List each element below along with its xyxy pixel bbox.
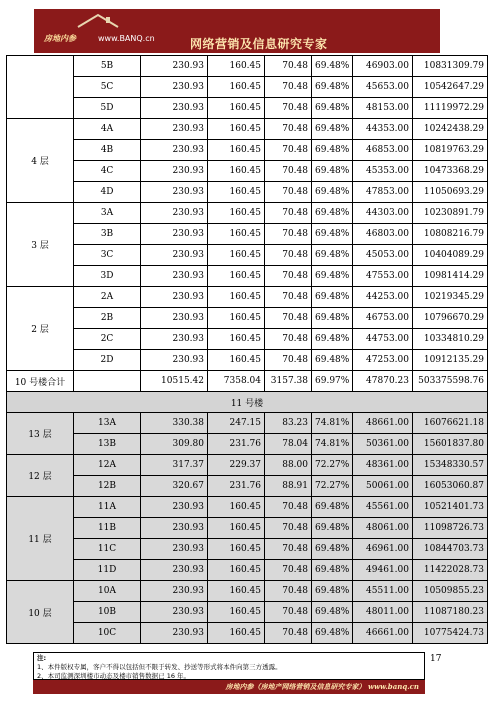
usable-area-cell: 160.45	[208, 266, 265, 287]
usable-area-cell: 160.45	[208, 224, 265, 245]
floor-cell: 4 层	[7, 119, 74, 203]
shared-area-cell: 70.48	[265, 224, 312, 245]
area-cell: 230.93	[141, 224, 208, 245]
floor-cell: 2 层	[7, 287, 74, 371]
unit-cell: 5D	[74, 98, 141, 119]
area-cell: 230.93	[141, 203, 208, 224]
shared-area-cell: 70.48	[265, 140, 312, 161]
unit-cell: 12A	[74, 455, 141, 476]
total-price-cell: 10473368.29	[413, 161, 488, 182]
usable-area-cell: 247.15	[208, 413, 265, 434]
table-row	[7, 77, 488, 98]
table-row	[7, 140, 488, 161]
usable-area-cell: 160.45	[208, 329, 265, 350]
usable-area-cell: 160.45	[208, 623, 265, 644]
floor-cell: 11 层	[7, 497, 74, 581]
total-price-cell: 10775424.73	[413, 623, 488, 644]
table-row	[7, 119, 488, 140]
unit-cell: 5B	[74, 56, 141, 77]
ratio-cell: 72.27%	[312, 476, 353, 497]
unit-cell: 3C	[74, 245, 141, 266]
banner-title: 网络营销及信息研究专家	[190, 37, 328, 51]
table-row	[7, 161, 488, 182]
table-row	[7, 581, 488, 602]
header-banner	[34, 9, 440, 53]
unit-cell: 13A	[74, 413, 141, 434]
unit-cell: 5C	[74, 77, 141, 98]
unit-cell: 11B	[74, 518, 141, 539]
area-cell: 230.93	[141, 539, 208, 560]
ratio-cell: 69.48%	[312, 602, 353, 623]
floor-cell: 10 层	[7, 581, 74, 644]
unit-price-cell: 44253.00	[353, 287, 413, 308]
sales-table	[6, 55, 488, 644]
usable-area-cell: 160.45	[208, 518, 265, 539]
table-row	[7, 287, 488, 308]
unit-price-cell: 46961.00	[353, 539, 413, 560]
usable-area-cell: 160.45	[208, 245, 265, 266]
table-row	[7, 455, 488, 476]
total-price-cell: 15348330.57	[413, 455, 488, 476]
floor-cell: 12 层	[7, 455, 74, 497]
ratio-cell: 74.81%	[312, 413, 353, 434]
shared-area-cell: 70.48	[265, 581, 312, 602]
area-cell: 230.93	[141, 497, 208, 518]
unit-cell: 4C	[74, 161, 141, 182]
shared-area-cell: 70.48	[265, 623, 312, 644]
house-roof-icon	[76, 13, 120, 33]
area-cell: 230.93	[141, 329, 208, 350]
table-row	[7, 476, 488, 497]
usable-area-cell: 160.45	[208, 539, 265, 560]
table-row	[7, 518, 488, 539]
usable-area-cell: 231.76	[208, 434, 265, 455]
total-row	[7, 371, 488, 392]
area-cell: 317.37	[141, 455, 208, 476]
total-price-cell: 11119972.29	[413, 98, 488, 119]
usable-area-cell: 160.45	[208, 203, 265, 224]
total-price-cell: 10542647.29	[413, 77, 488, 98]
unit-price-cell: 49461.00	[353, 560, 413, 581]
shared-area-cell: 70.48	[265, 518, 312, 539]
section-title: 11 号楼	[7, 392, 488, 413]
unit-price-cell: 46661.00	[353, 623, 413, 644]
unit-price-cell: 45353.00	[353, 161, 413, 182]
unit-cell: 3B	[74, 224, 141, 245]
unit-cell: 2C	[74, 329, 141, 350]
unit-cell: 3D	[74, 266, 141, 287]
note-2: 2、本司监测深圳楼市动态及楼市销售数据已 16 年。	[37, 672, 191, 680]
total-price-cell: 10219345.29	[413, 287, 488, 308]
usable-area-cell: 229.37	[208, 455, 265, 476]
unit-cell: 11C	[74, 539, 141, 560]
table-row	[7, 539, 488, 560]
unit-price-cell: 44353.00	[353, 119, 413, 140]
company-logo	[40, 13, 190, 49]
total-price-cell: 16053060.87	[413, 476, 488, 497]
area-cell: 230.93	[141, 77, 208, 98]
ratio-cell: 69.48%	[312, 56, 353, 77]
table-row	[7, 224, 488, 245]
shared-area-cell: 70.48	[265, 329, 312, 350]
area-cell: 230.93	[141, 161, 208, 182]
table-row	[7, 434, 488, 455]
unit-price-cell: 46753.00	[353, 308, 413, 329]
floor-cell	[7, 56, 74, 119]
table-row	[7, 560, 488, 581]
unit-price-cell: 46903.00	[353, 56, 413, 77]
total-price-cell: 10981414.29	[413, 266, 488, 287]
unit-cell: 11D	[74, 560, 141, 581]
usable-area-cell: 160.45	[208, 497, 265, 518]
total-price-cell: 10808216.79	[413, 224, 488, 245]
unit-price-cell: 48661.00	[353, 413, 413, 434]
total-price-cell: 503375598.76	[413, 371, 488, 392]
unit-price-cell: 50061.00	[353, 476, 413, 497]
notes-label: 注:	[37, 654, 47, 662]
total-price-cell: 10521401.73	[413, 497, 488, 518]
table-row	[7, 329, 488, 350]
usable-area-cell: 160.45	[208, 560, 265, 581]
ratio-cell: 69.48%	[312, 329, 353, 350]
unit-price-cell: 47253.00	[353, 350, 413, 371]
unit-cell: 13B	[74, 434, 141, 455]
area-cell: 230.93	[141, 245, 208, 266]
table-row	[7, 98, 488, 119]
table-body	[7, 56, 488, 644]
usable-area-cell: 160.45	[208, 182, 265, 203]
total-label: 10 号楼合计	[7, 371, 74, 392]
unit-cell: 2D	[74, 350, 141, 371]
shared-area-cell: 70.48	[265, 350, 312, 371]
unit-price-cell: 47853.00	[353, 182, 413, 203]
shared-area-cell: 70.48	[265, 602, 312, 623]
ratio-cell: 69.48%	[312, 77, 353, 98]
logo-url: www.BANQ.cn	[98, 34, 155, 43]
table-row	[7, 602, 488, 623]
usable-area-cell: 160.45	[208, 161, 265, 182]
area-cell: 320.67	[141, 476, 208, 497]
shared-area-cell: 70.48	[265, 182, 312, 203]
unit-price-cell: 46853.00	[353, 140, 413, 161]
shared-area-cell: 70.48	[265, 560, 312, 581]
shared-area-cell: 70.48	[265, 77, 312, 98]
usable-area-cell: 231.76	[208, 476, 265, 497]
usable-area-cell: 160.45	[208, 602, 265, 623]
shared-area-cell: 88.00	[265, 455, 312, 476]
usable-area-cell: 160.45	[208, 140, 265, 161]
unit-price-cell: 45053.00	[353, 245, 413, 266]
ratio-cell: 69.48%	[312, 350, 353, 371]
area-cell: 230.93	[141, 602, 208, 623]
unit-cell: 12B	[74, 476, 141, 497]
usable-area-cell: 160.45	[208, 77, 265, 98]
unit-cell: 3A	[74, 203, 141, 224]
shared-area-cell: 3157.38	[265, 371, 312, 392]
unit-price-cell: 45653.00	[353, 77, 413, 98]
total-price-cell: 10509855.23	[413, 581, 488, 602]
table-row	[7, 182, 488, 203]
notes-box	[33, 652, 425, 680]
shared-area-cell: 70.48	[265, 203, 312, 224]
ratio-cell: 69.48%	[312, 266, 353, 287]
total-price-cell: 10242438.29	[413, 119, 488, 140]
note-1: 1、本件版权专属，客户不得以包括但不限于转发、抄送等形式将本件向第三方透露。	[37, 663, 282, 671]
usable-area-cell: 160.45	[208, 581, 265, 602]
table-row	[7, 203, 488, 224]
area-cell: 230.93	[141, 560, 208, 581]
area-cell: 10515.42	[141, 371, 208, 392]
ratio-cell: 69.48%	[312, 245, 353, 266]
unit-cell: 4B	[74, 140, 141, 161]
ratio-cell: 69.48%	[312, 182, 353, 203]
total-price-cell: 10404089.29	[413, 245, 488, 266]
shared-area-cell: 78.04	[265, 434, 312, 455]
ratio-cell: 69.48%	[312, 119, 353, 140]
table-row	[7, 497, 488, 518]
floor-cell: 3 层	[7, 203, 74, 287]
shared-area-cell: 83.23	[265, 413, 312, 434]
ratio-cell: 69.48%	[312, 308, 353, 329]
unit-cell: 4A	[74, 119, 141, 140]
shared-area-cell: 70.48	[265, 119, 312, 140]
total-price-cell: 10796670.29	[413, 308, 488, 329]
area-cell: 330.38	[141, 413, 208, 434]
footer-bar: 房地内参（房地产网络营销及信息研究专家） www.banq.cn	[33, 680, 425, 694]
shared-area-cell: 70.48	[265, 161, 312, 182]
unit-price-cell: 47553.00	[353, 266, 413, 287]
area-cell: 230.93	[141, 119, 208, 140]
section-row	[7, 392, 488, 413]
shared-area-cell: 88.91	[265, 476, 312, 497]
unit-price-cell: 47870.23	[353, 371, 413, 392]
total-price-cell: 11087180.23	[413, 602, 488, 623]
usable-area-cell: 160.45	[208, 350, 265, 371]
unit-cell: 11A	[74, 497, 141, 518]
unit-cell: 4D	[74, 182, 141, 203]
shared-area-cell: 70.48	[265, 245, 312, 266]
page-number: 17	[430, 654, 442, 664]
total-price-cell: 11422028.73	[413, 560, 488, 581]
area-cell: 230.93	[141, 98, 208, 119]
area-cell: 230.93	[141, 182, 208, 203]
shared-area-cell: 70.48	[265, 266, 312, 287]
area-cell: 230.93	[141, 287, 208, 308]
total-price-cell: 15601837.80	[413, 434, 488, 455]
usable-area-cell: 160.45	[208, 56, 265, 77]
table-row	[7, 413, 488, 434]
total-price-cell: 10230891.79	[413, 203, 488, 224]
unit-cell: 10B	[74, 602, 141, 623]
ratio-cell: 69.97%	[312, 371, 353, 392]
table-row	[7, 245, 488, 266]
unit-price-cell: 48061.00	[353, 518, 413, 539]
unit-price-cell: 46803.00	[353, 224, 413, 245]
unit-price-cell: 45511.00	[353, 581, 413, 602]
table-row	[7, 350, 488, 371]
shared-area-cell: 70.48	[265, 497, 312, 518]
unit-price-cell: 50361.00	[353, 434, 413, 455]
unit-cell: 10A	[74, 581, 141, 602]
table-row	[7, 266, 488, 287]
unit-cell: 10C	[74, 623, 141, 644]
unit-price-cell: 48011.00	[353, 602, 413, 623]
ratio-cell: 69.48%	[312, 203, 353, 224]
ratio-cell: 69.48%	[312, 98, 353, 119]
shared-area-cell: 70.48	[265, 98, 312, 119]
area-cell: 230.93	[141, 140, 208, 161]
area-cell: 230.93	[141, 350, 208, 371]
logo-text: 房地内参	[44, 33, 76, 43]
shared-area-cell: 70.48	[265, 539, 312, 560]
ratio-cell: 69.48%	[312, 539, 353, 560]
area-cell: 230.93	[141, 266, 208, 287]
usable-area-cell: 7358.04	[208, 371, 265, 392]
unit-cell: 2B	[74, 308, 141, 329]
usable-area-cell: 160.45	[208, 119, 265, 140]
unit-price-cell: 48153.00	[353, 98, 413, 119]
area-cell: 230.93	[141, 56, 208, 77]
unit-price-cell: 48361.00	[353, 455, 413, 476]
ratio-cell: 69.48%	[312, 497, 353, 518]
area-cell: 230.93	[141, 623, 208, 644]
shared-area-cell: 70.48	[265, 308, 312, 329]
usable-area-cell: 160.45	[208, 308, 265, 329]
area-cell: 230.93	[141, 308, 208, 329]
ratio-cell: 69.48%	[312, 140, 353, 161]
total-price-cell: 10819763.29	[413, 140, 488, 161]
total-price-cell: 16076621.18	[413, 413, 488, 434]
ratio-cell: 69.48%	[312, 161, 353, 182]
shared-area-cell: 70.48	[265, 56, 312, 77]
ratio-cell: 69.48%	[312, 560, 353, 581]
total-price-cell: 10912135.29	[413, 350, 488, 371]
ratio-cell: 69.48%	[312, 623, 353, 644]
unit-cell: 2A	[74, 287, 141, 308]
usable-area-cell: 160.45	[208, 98, 265, 119]
total-price-cell: 11098726.73	[413, 518, 488, 539]
total-price-cell: 10831309.79	[413, 56, 488, 77]
table-row	[7, 56, 488, 77]
area-cell: 230.93	[141, 518, 208, 539]
unit-price-cell: 44303.00	[353, 203, 413, 224]
table-row	[7, 623, 488, 644]
ratio-cell: 74.81%	[312, 434, 353, 455]
ratio-cell: 69.48%	[312, 518, 353, 539]
unit-price-cell: 45561.00	[353, 497, 413, 518]
usable-area-cell: 160.45	[208, 287, 265, 308]
ratio-cell: 69.48%	[312, 287, 353, 308]
unit-cell	[74, 371, 141, 392]
ratio-cell: 69.48%	[312, 224, 353, 245]
floor-cell: 13 层	[7, 413, 74, 455]
area-cell: 230.93	[141, 581, 208, 602]
unit-price-cell: 44753.00	[353, 329, 413, 350]
shared-area-cell: 70.48	[265, 287, 312, 308]
table-row	[7, 308, 488, 329]
total-price-cell: 10844703.73	[413, 539, 488, 560]
ratio-cell: 69.48%	[312, 581, 353, 602]
total-price-cell: 10334810.29	[413, 329, 488, 350]
total-price-cell: 11050693.29	[413, 182, 488, 203]
area-cell: 309.80	[141, 434, 208, 455]
ratio-cell: 72.27%	[312, 455, 353, 476]
